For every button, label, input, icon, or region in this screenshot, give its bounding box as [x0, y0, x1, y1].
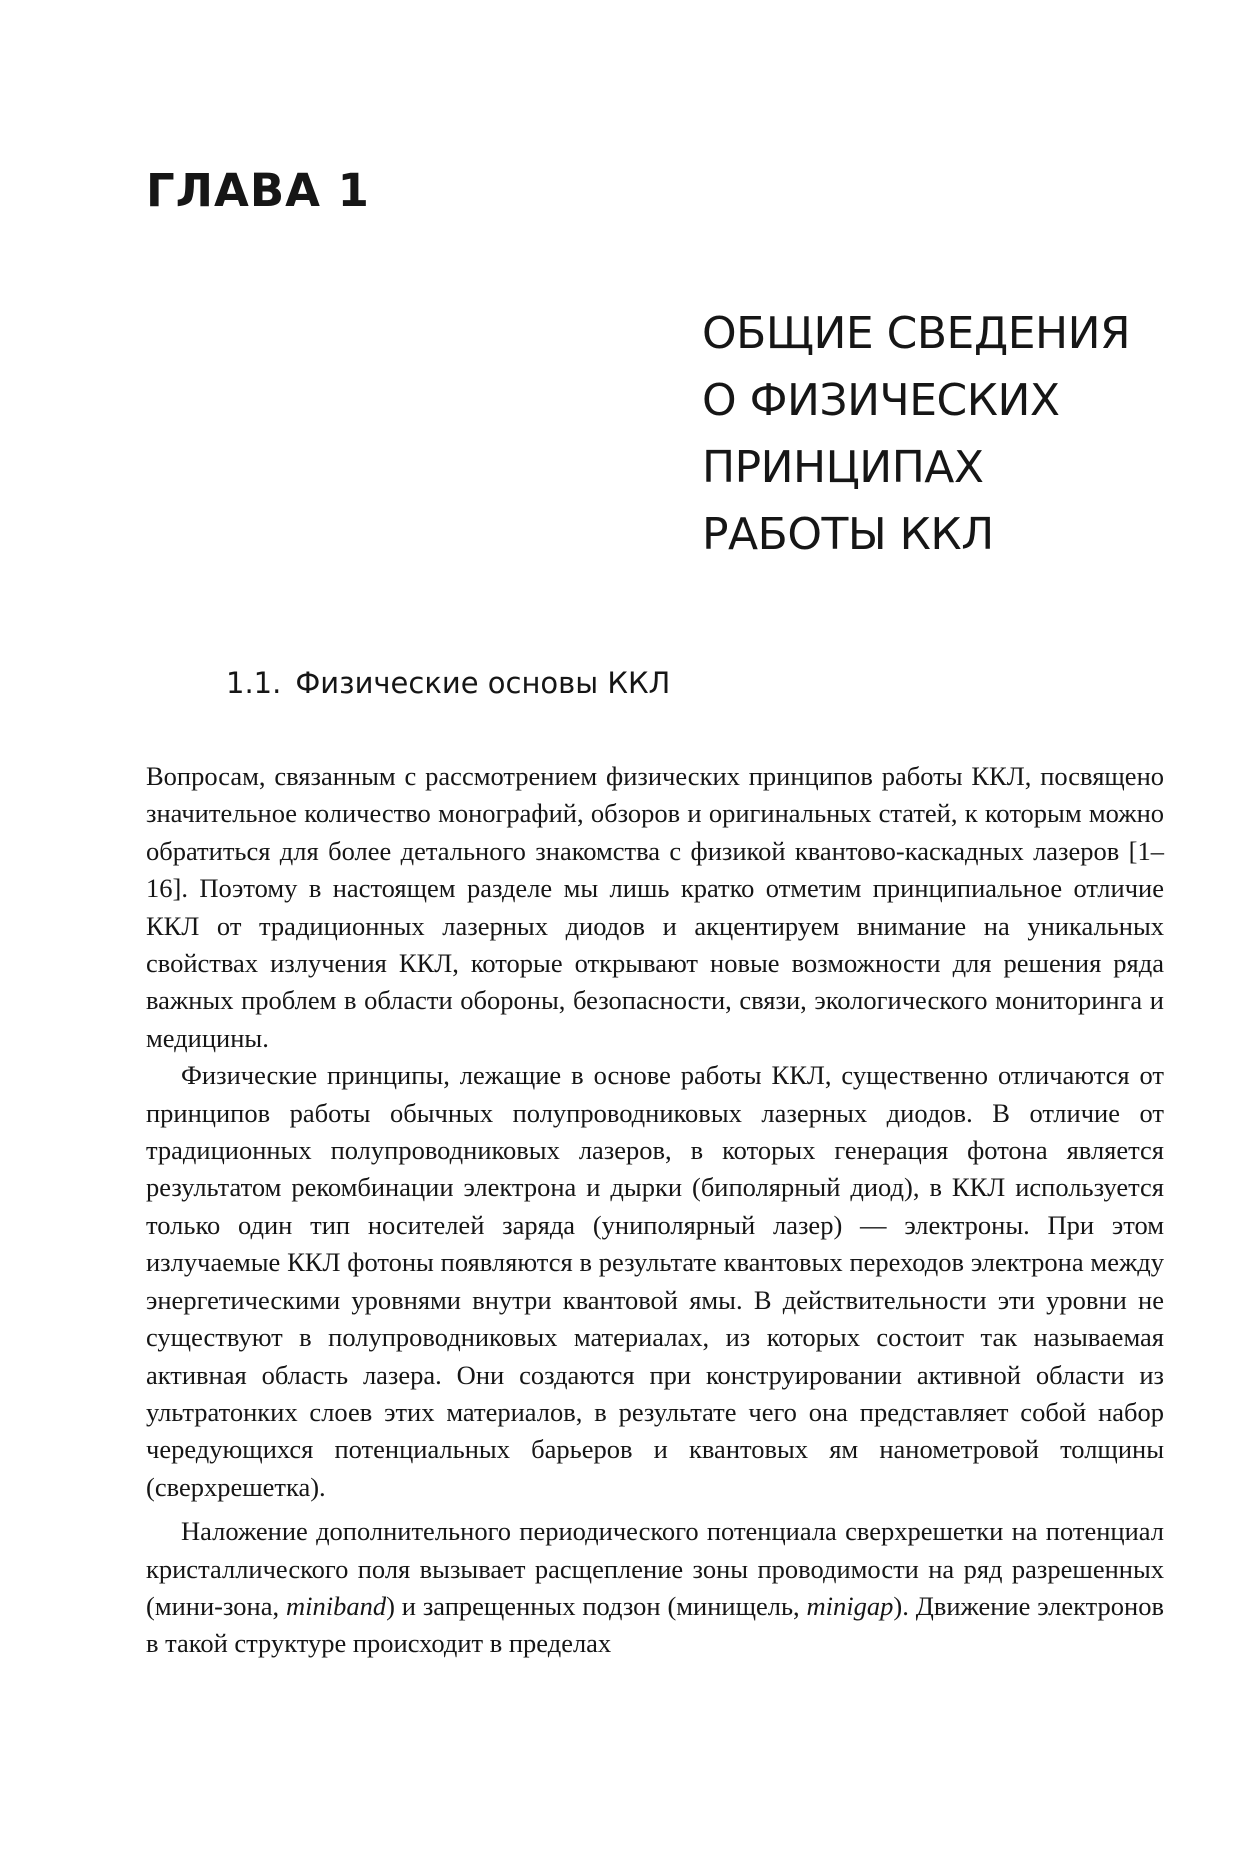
section-heading — [226, 666, 670, 701]
chapter-label: ГЛАВА 1 — [146, 164, 370, 217]
chapter-title-line: ПРИНЦИПАХ — [702, 442, 984, 493]
chapter-title-line: ОБЩИЕ СВЕДЕНИЯ — [702, 308, 1131, 359]
chapter-title-line: О ФИЗИЧЕСКИХ — [702, 375, 1060, 426]
paragraph-text: Наложение дополнительного периодического потенциала сверхрешетки на потенциал кристаллического поля вызывает расщепление зоны проводимости на ряд разрешенных (мини-зона, — [146, 1516, 1164, 1621]
paragraph: Вопросам, связанным с рассмотрением физических принципов работы ККЛ, посвящено значительное количество монографий, обзоров и оригинальных статей, к которым можно обратиться для более детального знакомства с физикой квантово-каскадных лазеров [1–16]. Поэтому в настоящем разделе мы лишь кратко отметим принципиальное отличие ККЛ от традиционных лазерных диодов и акцентируем внимание на уникальных свойствах излучения ККЛ, которые открывают новые возможности для решения ряда важных проблем в области обороны, безопасности, связи, экологического мониторинга и медицины. — [146, 761, 1164, 1053]
paragraph-text: ). Движение электронов в такой структуре происходит в пределах — [146, 1590, 1164, 1659]
section-number: 1.1. — [226, 666, 282, 700]
term-minigap: minigap — [806, 1590, 894, 1621]
body-text — [146, 758, 1164, 1663]
chapter-title-line: РАБОТЫ ККЛ — [702, 509, 994, 560]
chapter-title — [702, 300, 1130, 568]
section-title: Физические основы ККЛ — [295, 666, 671, 700]
paragraph-text: ) и запрещенных подзон (минищель, — [386, 1590, 807, 1621]
paragraph: Физические принципы, лежащие в основе работы ККЛ, существенно отличаются от принципов работы обычных полупроводниковых лазерных диодов. В отличие от традиционных полупроводниковых лазеров, в которых генерация фотона является результатом рекомбинации электрона и дырки (биполярный диод), в ККЛ используется только один тип носителей заряда (униполярный лазер) — электроны. При этом излучаемые ККЛ фотоны появляются в результате квантовых переходов электрона между энергетическими уровнями внутри квантовой ямы. В действительности эти уровни не существуют в полупроводниковых материалах, из которых состоит так называемая активная область лазера. Они создаются при конструировании активной области из ультратонких слоев этих материалов, в результате чего она представляет собой набор чередующихся потенциальных барьеров и квантовых ям нанометровой толщины (сверхрешетка). — [146, 1060, 1164, 1502]
paragraph — [146, 1513, 1164, 1663]
term-miniband: miniband — [285, 1590, 387, 1621]
